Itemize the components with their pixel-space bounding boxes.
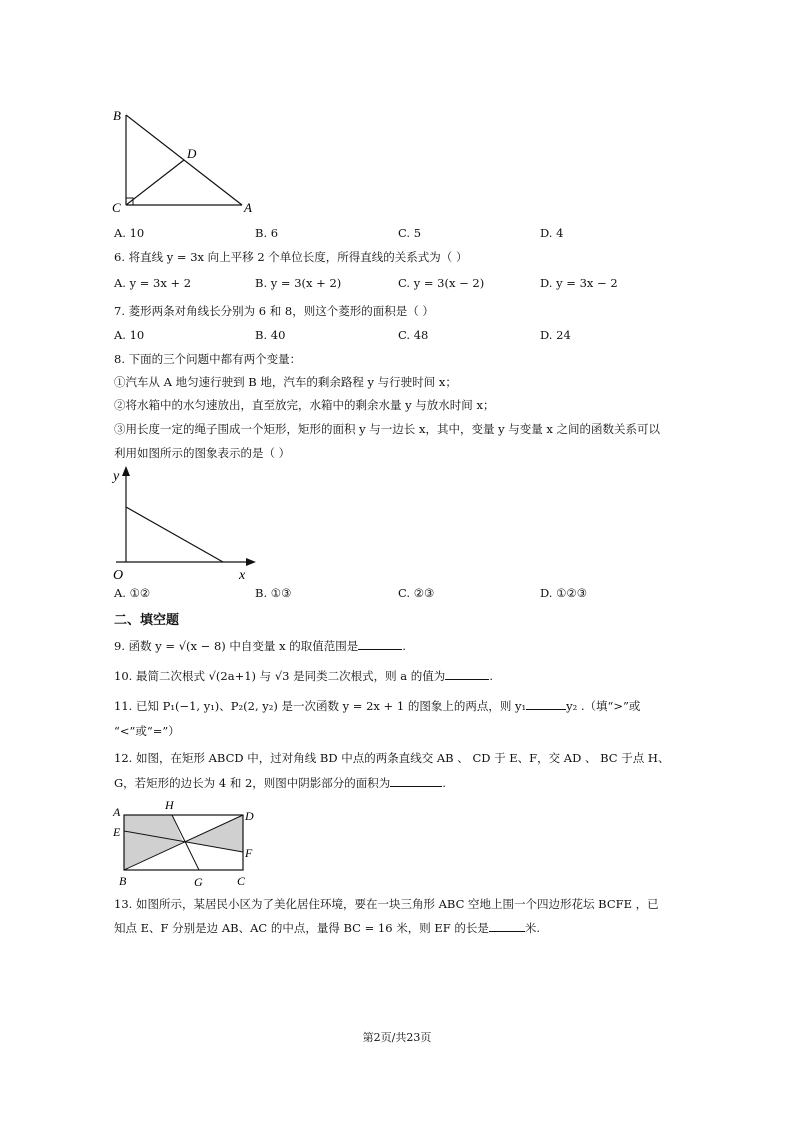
q7-option-c: C. 48	[398, 328, 429, 342]
q12-post: .	[442, 776, 446, 790]
q6-option-c: C. y = 3(x − 2)	[398, 276, 485, 290]
q9-answer-blank[interactable]	[358, 649, 402, 650]
q11-post: y₂ .（填“>”或	[566, 699, 641, 713]
label-b: B	[119, 874, 127, 888]
q7-text: 7. 菱形两条对角线长分别为 6 和 8，则这个菱形的面积是（ ）	[114, 304, 434, 318]
axis-label-x: x	[239, 568, 246, 583]
q9-post: .	[402, 639, 406, 653]
q10-answer-blank[interactable]	[445, 679, 489, 680]
q8-item-3a: ③用长度一定的绳子围成一个矩形，矩形的面积 y 与一边长 x，其中，变量 y 与变量 x 之间的函数关系可以	[114, 422, 661, 436]
q8-text: 8. 下面的三个问题中都有两个变量：	[114, 352, 302, 366]
q13-post: 米.	[524, 921, 541, 935]
q13-line-1: 13. 如图所示，某居民小区为了美化居住环境，要在一块三角形 ABC 空地上围一个四边形花坛 BCFE ，已	[114, 897, 659, 911]
q13-answer-blank[interactable]	[489, 931, 525, 932]
q7-option-b: B. 40	[255, 328, 286, 342]
q13-line-2	[114, 921, 540, 935]
label-c: C	[237, 874, 246, 888]
q9-pre: 9. 函数 y = √(x − 8) 中自变量 x 的取值范围是	[114, 639, 359, 653]
q10-pre: 10. 最简二次根式 √(2a+1) 与 √3 是同类二次根式，则 a 的值为	[114, 669, 446, 683]
q6-option-b: B. y = 3(x + 2)	[255, 276, 342, 290]
q11-line-2: “<”或“=”）	[114, 724, 180, 738]
q12-line-2	[114, 776, 446, 790]
axis-label-y: y	[113, 469, 120, 484]
q8-option-a: A. ①②	[114, 586, 151, 600]
graph-figure	[105, 462, 265, 584]
q8-option-d: D. ①②③	[540, 586, 588, 600]
q12-line-1: 12. 如图，在矩形 ABCD 中，过对角线 BD 中点的两条直线交 AB 、 CD 于 E、F，交 AD 、 BC 于点 H、	[114, 751, 670, 765]
origin-label: O	[113, 568, 124, 583]
q10-post: .	[489, 669, 493, 683]
q7-option-a: A. 10	[114, 328, 145, 342]
label-d: D	[187, 146, 197, 161]
q8-item-3b: 利用如图所示的图象表示的是（ ）	[114, 446, 291, 460]
page-footer: 第2页/共23页	[362, 1031, 432, 1044]
rectangle-figure	[105, 794, 265, 890]
label-a: A	[244, 200, 252, 215]
q11-pre: 11. 已知 P₁(−1, y₁)、P₂(2, y₂) 是一次函数 y = 2x + 1 的图象上的两点，则 y₁	[114, 699, 527, 713]
q5-option-c: C. 5	[398, 226, 422, 240]
q6-text: 6. 将直线 y = 3x 向上平移 2 个单位长度，所得直线的关系式为（ ）	[114, 250, 468, 264]
triangle-figure	[105, 105, 265, 215]
q12-pre: G，若矩形的边长为 4 和 2，则图中阴影部分的面积为	[114, 776, 391, 790]
q8-option-c: C. ②③	[398, 586, 435, 600]
q8-option-b: B. ①③	[255, 586, 292, 600]
label-d: D	[245, 809, 254, 823]
label-e: E	[113, 825, 121, 839]
q5-option-b: B. 6	[255, 226, 279, 240]
label-f: F	[245, 846, 253, 860]
q12-answer-blank[interactable]	[390, 786, 442, 787]
label-g: G	[194, 875, 203, 889]
label-b: B	[113, 108, 121, 123]
label-a: A	[113, 805, 121, 819]
q6-option-a: A. y = 3x + 2	[114, 276, 192, 290]
q5-option-d: D. 4	[540, 226, 564, 240]
q9-text	[114, 639, 406, 653]
label-h: H	[165, 798, 174, 812]
q8-item-1: ①汽车从 A 地匀速行驶到 B 地，汽车的剩余路程 y 与行驶时间 x；	[114, 375, 457, 389]
q11-line-1	[114, 699, 640, 713]
section-heading: 二、填空题	[114, 613, 180, 628]
q13-pre: 知点 E、F 分别是边 AB、AC 的中点，量得 BC = 16 米，则 EF 的长是	[114, 921, 489, 935]
q7-option-d: D. 24	[540, 328, 571, 342]
label-c: C	[112, 200, 121, 215]
q5-option-a: A. 10	[114, 226, 145, 240]
q8-item-2: ②将水箱中的水匀速放出，直至放完，水箱中的剩余水量 y 与放水时间 x；	[114, 398, 495, 412]
q11-answer-blank[interactable]	[526, 709, 566, 710]
q10-text	[114, 669, 493, 683]
q6-option-d: D. y = 3x − 2	[540, 276, 618, 290]
